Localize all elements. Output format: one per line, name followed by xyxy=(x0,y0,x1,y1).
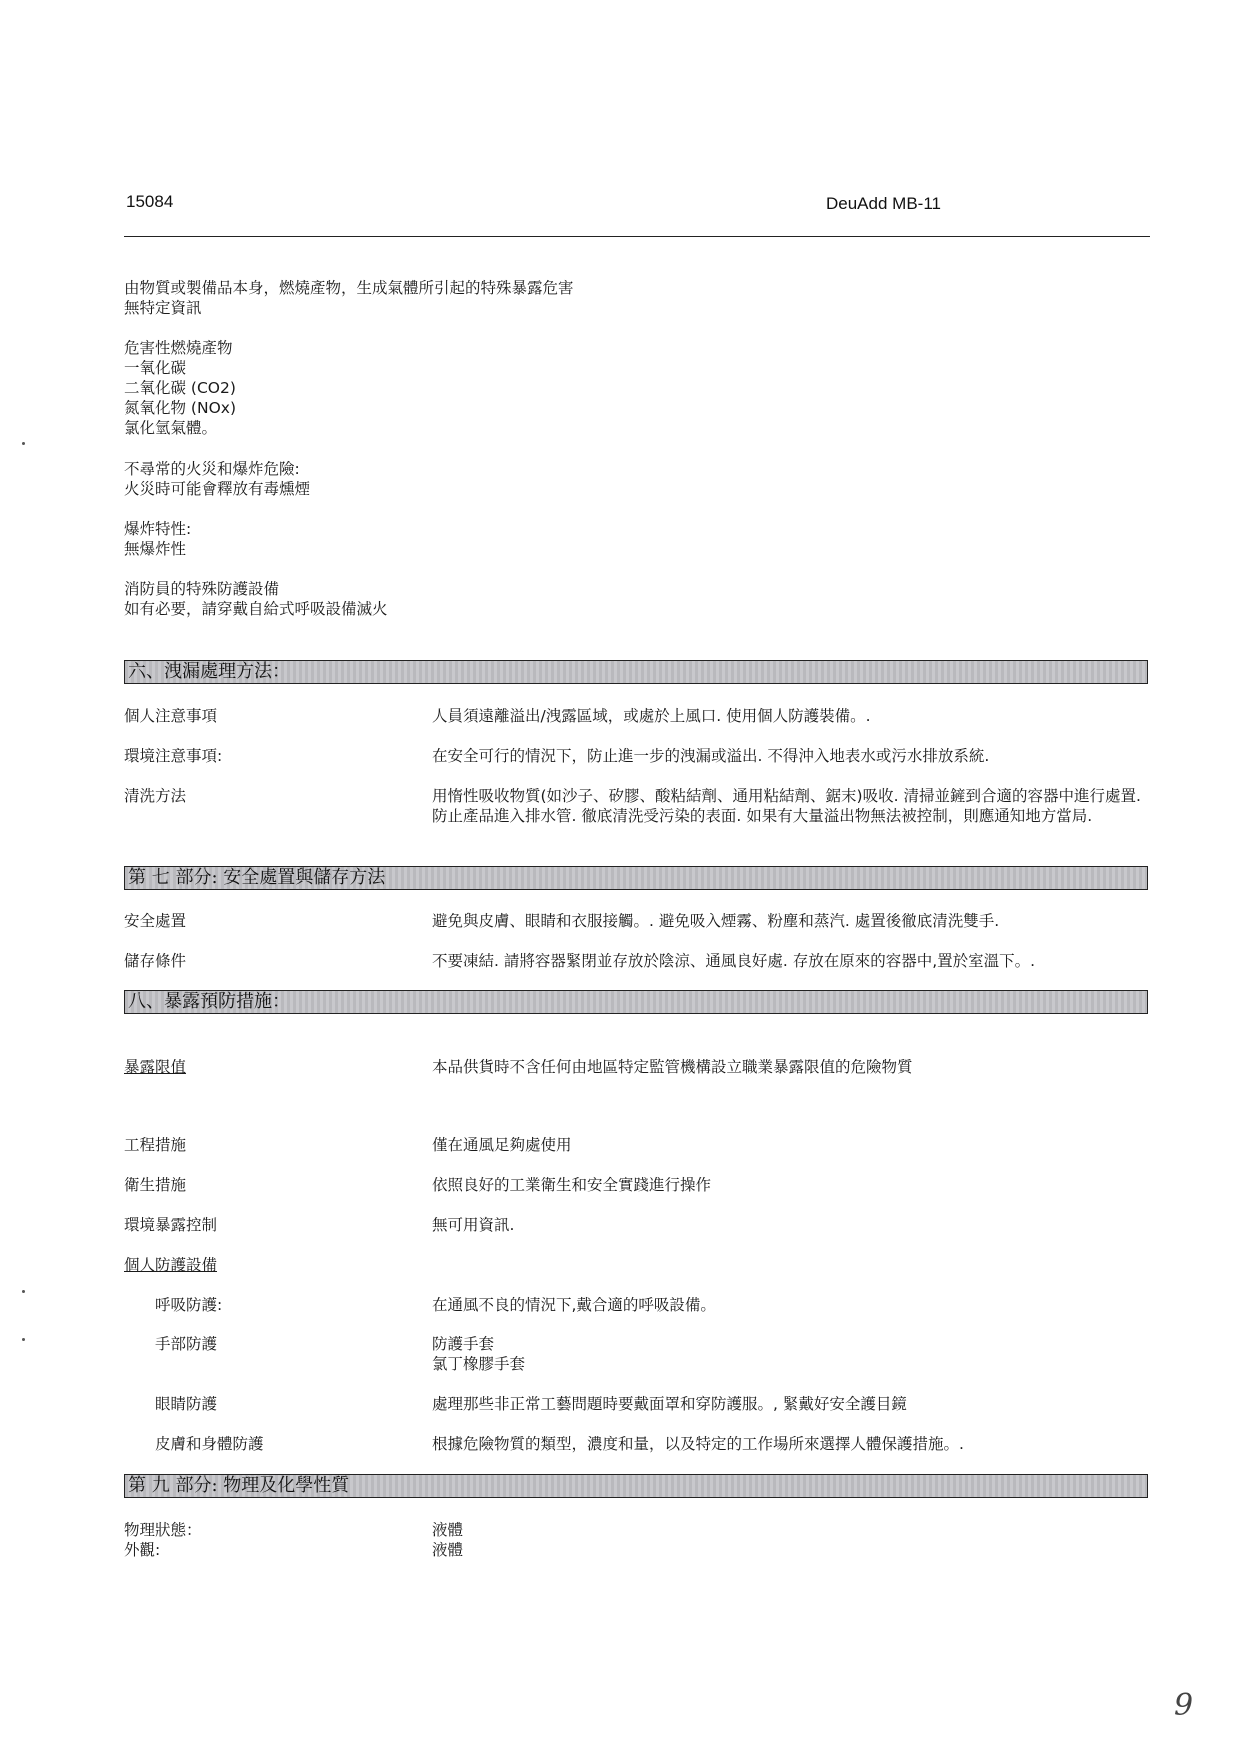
document-code: 15084 xyxy=(126,192,174,211)
eye-protection-label: 眼睛防護 xyxy=(155,1395,218,1413)
safe-handling-label: 安全處置 xyxy=(124,912,187,930)
cleanup-methods-label: 清洗方法 xyxy=(124,787,187,805)
unusual-hazard-title: 不尋常的火災和爆炸危險: xyxy=(124,460,300,478)
hand-protection-value: 氯丁橡膠手套 xyxy=(432,1355,526,1373)
combustion-product-item: 一氧化碳 xyxy=(124,359,187,377)
section-7-title: 第 七 部分: 安全處置與儲存方法 xyxy=(124,866,1148,890)
environmental-precautions-label: 環境注意事項: xyxy=(124,747,223,765)
unusual-hazard-text: 火災時可能會釋放有毒燻煙 xyxy=(124,480,311,498)
page-number: 9 xyxy=(1174,1688,1194,1723)
exposure-limits-value: 本品供貨時不含任何由地區特定監管機構設立職業暴露限值的危險物質 xyxy=(432,1058,913,1076)
combustion-product-item: 氮氧化物 (NOx) xyxy=(124,399,236,417)
skin-protection-label: 皮膚和身體防護 xyxy=(155,1435,264,1453)
skin-protection-value: 根據危險物質的類型，濃度和量，以及特定的工作場所來選擇人體保護措施。. xyxy=(432,1435,964,1453)
ppe-label: 個人防護設備 xyxy=(124,1256,218,1274)
section-9-title: 第 九 部分: 物理及化學性質 xyxy=(124,1474,1148,1498)
combustion-products-title: 危害性燃燒產物 xyxy=(124,339,233,357)
personal-precautions-value: 人員須遠離溢出/洩露區域，或處於上風口. 使用個人防護裝備。. xyxy=(432,707,871,725)
exposure-limits-label: 暴露限值 xyxy=(124,1058,187,1076)
scan-speck xyxy=(22,442,25,445)
environmental-exposure-label: 環境暴露控制 xyxy=(124,1216,218,1234)
respiratory-protection-value: 在通風不良的情況下,戴合適的呼吸設備。 xyxy=(432,1296,716,1314)
firefighter-equipment-text: 如有必要，請穿戴自給式呼吸設備滅火 xyxy=(124,600,388,618)
hygiene-measures-label: 衛生措施 xyxy=(124,1176,187,1194)
engineering-measures-value: 僅在通風足夠處使用 xyxy=(432,1136,572,1154)
hand-protection-label: 手部防護 xyxy=(155,1335,218,1353)
appearance-value: 液體 xyxy=(432,1541,464,1559)
explosive-title: 爆炸特性: xyxy=(124,520,192,538)
respiratory-protection-label: 呼吸防護: xyxy=(155,1296,223,1314)
cleanup-methods-value: 用惰性吸收物質(如沙子、矽膠、酸粘結劑、通用粘結劑、鋸末)吸收. 清掃並鏟到合適的容器中進行處置. 防止產品進入排水管. 徹底清洗受污染的表面. 如果有大量溢出物無法被控制，則應通知地方當局. xyxy=(432,787,1141,825)
physical-state-value: 液體 xyxy=(432,1521,464,1539)
header-divider xyxy=(124,236,1150,237)
appearance-label: 外觀: xyxy=(124,1541,161,1559)
hand-protection-value: 防護手套 xyxy=(432,1335,495,1353)
storage-conditions-label: 儲存條件 xyxy=(124,952,187,970)
special-hazard-title: 由物質或製備品本身，燃燒產物，生成氣體所引起的特殊暴露危害 xyxy=(124,279,574,297)
firefighter-equipment-title: 消防員的特殊防護設備 xyxy=(124,580,280,598)
environmental-precautions-value: 在安全可行的情況下，防止進一步的洩漏或溢出. 不得沖入地表水或污水排放系統. xyxy=(432,747,990,765)
eye-protection-value: 處理那些非正常工藝問題時要戴面罩和穿防護服。, 緊戴好安全護目鏡 xyxy=(432,1395,907,1413)
special-hazard-text: 無特定資訊 xyxy=(124,299,202,317)
engineering-measures-label: 工程措施 xyxy=(124,1136,187,1154)
scan-speck xyxy=(22,1290,25,1293)
environmental-exposure-value: 無可用資訊. xyxy=(432,1216,515,1234)
hygiene-measures-value: 依照良好的工業衛生和安全實踐進行操作 xyxy=(432,1176,712,1194)
combustion-product-item: 氯化氫氣體。 xyxy=(124,419,218,437)
product-name: DeuAdd MB-11 xyxy=(826,194,941,213)
personal-precautions-label: 個人注意事項 xyxy=(124,707,218,725)
explosive-text: 無爆炸性 xyxy=(124,540,187,558)
scan-speck xyxy=(22,1338,25,1341)
storage-conditions-value: 不要凍結. 請將容器緊閉並存放於陰涼、通風良好處. 存放在原來的容器中,置於室溫下。. xyxy=(432,952,1036,970)
combustion-product-item: 二氧化碳 (CO2) xyxy=(124,379,236,397)
physical-state-label: 物理狀態： xyxy=(124,1521,202,1539)
section-8-title: 八、暴露預防措施： xyxy=(124,990,1148,1014)
safe-handling-value: 避免與皮膚、眼睛和衣服接觸。. 避免吸入煙霧、粉塵和蒸汽. 處置後徹底清洗雙手. xyxy=(432,912,1000,930)
section-6-title: 六、洩漏處理方法： xyxy=(124,660,1148,684)
